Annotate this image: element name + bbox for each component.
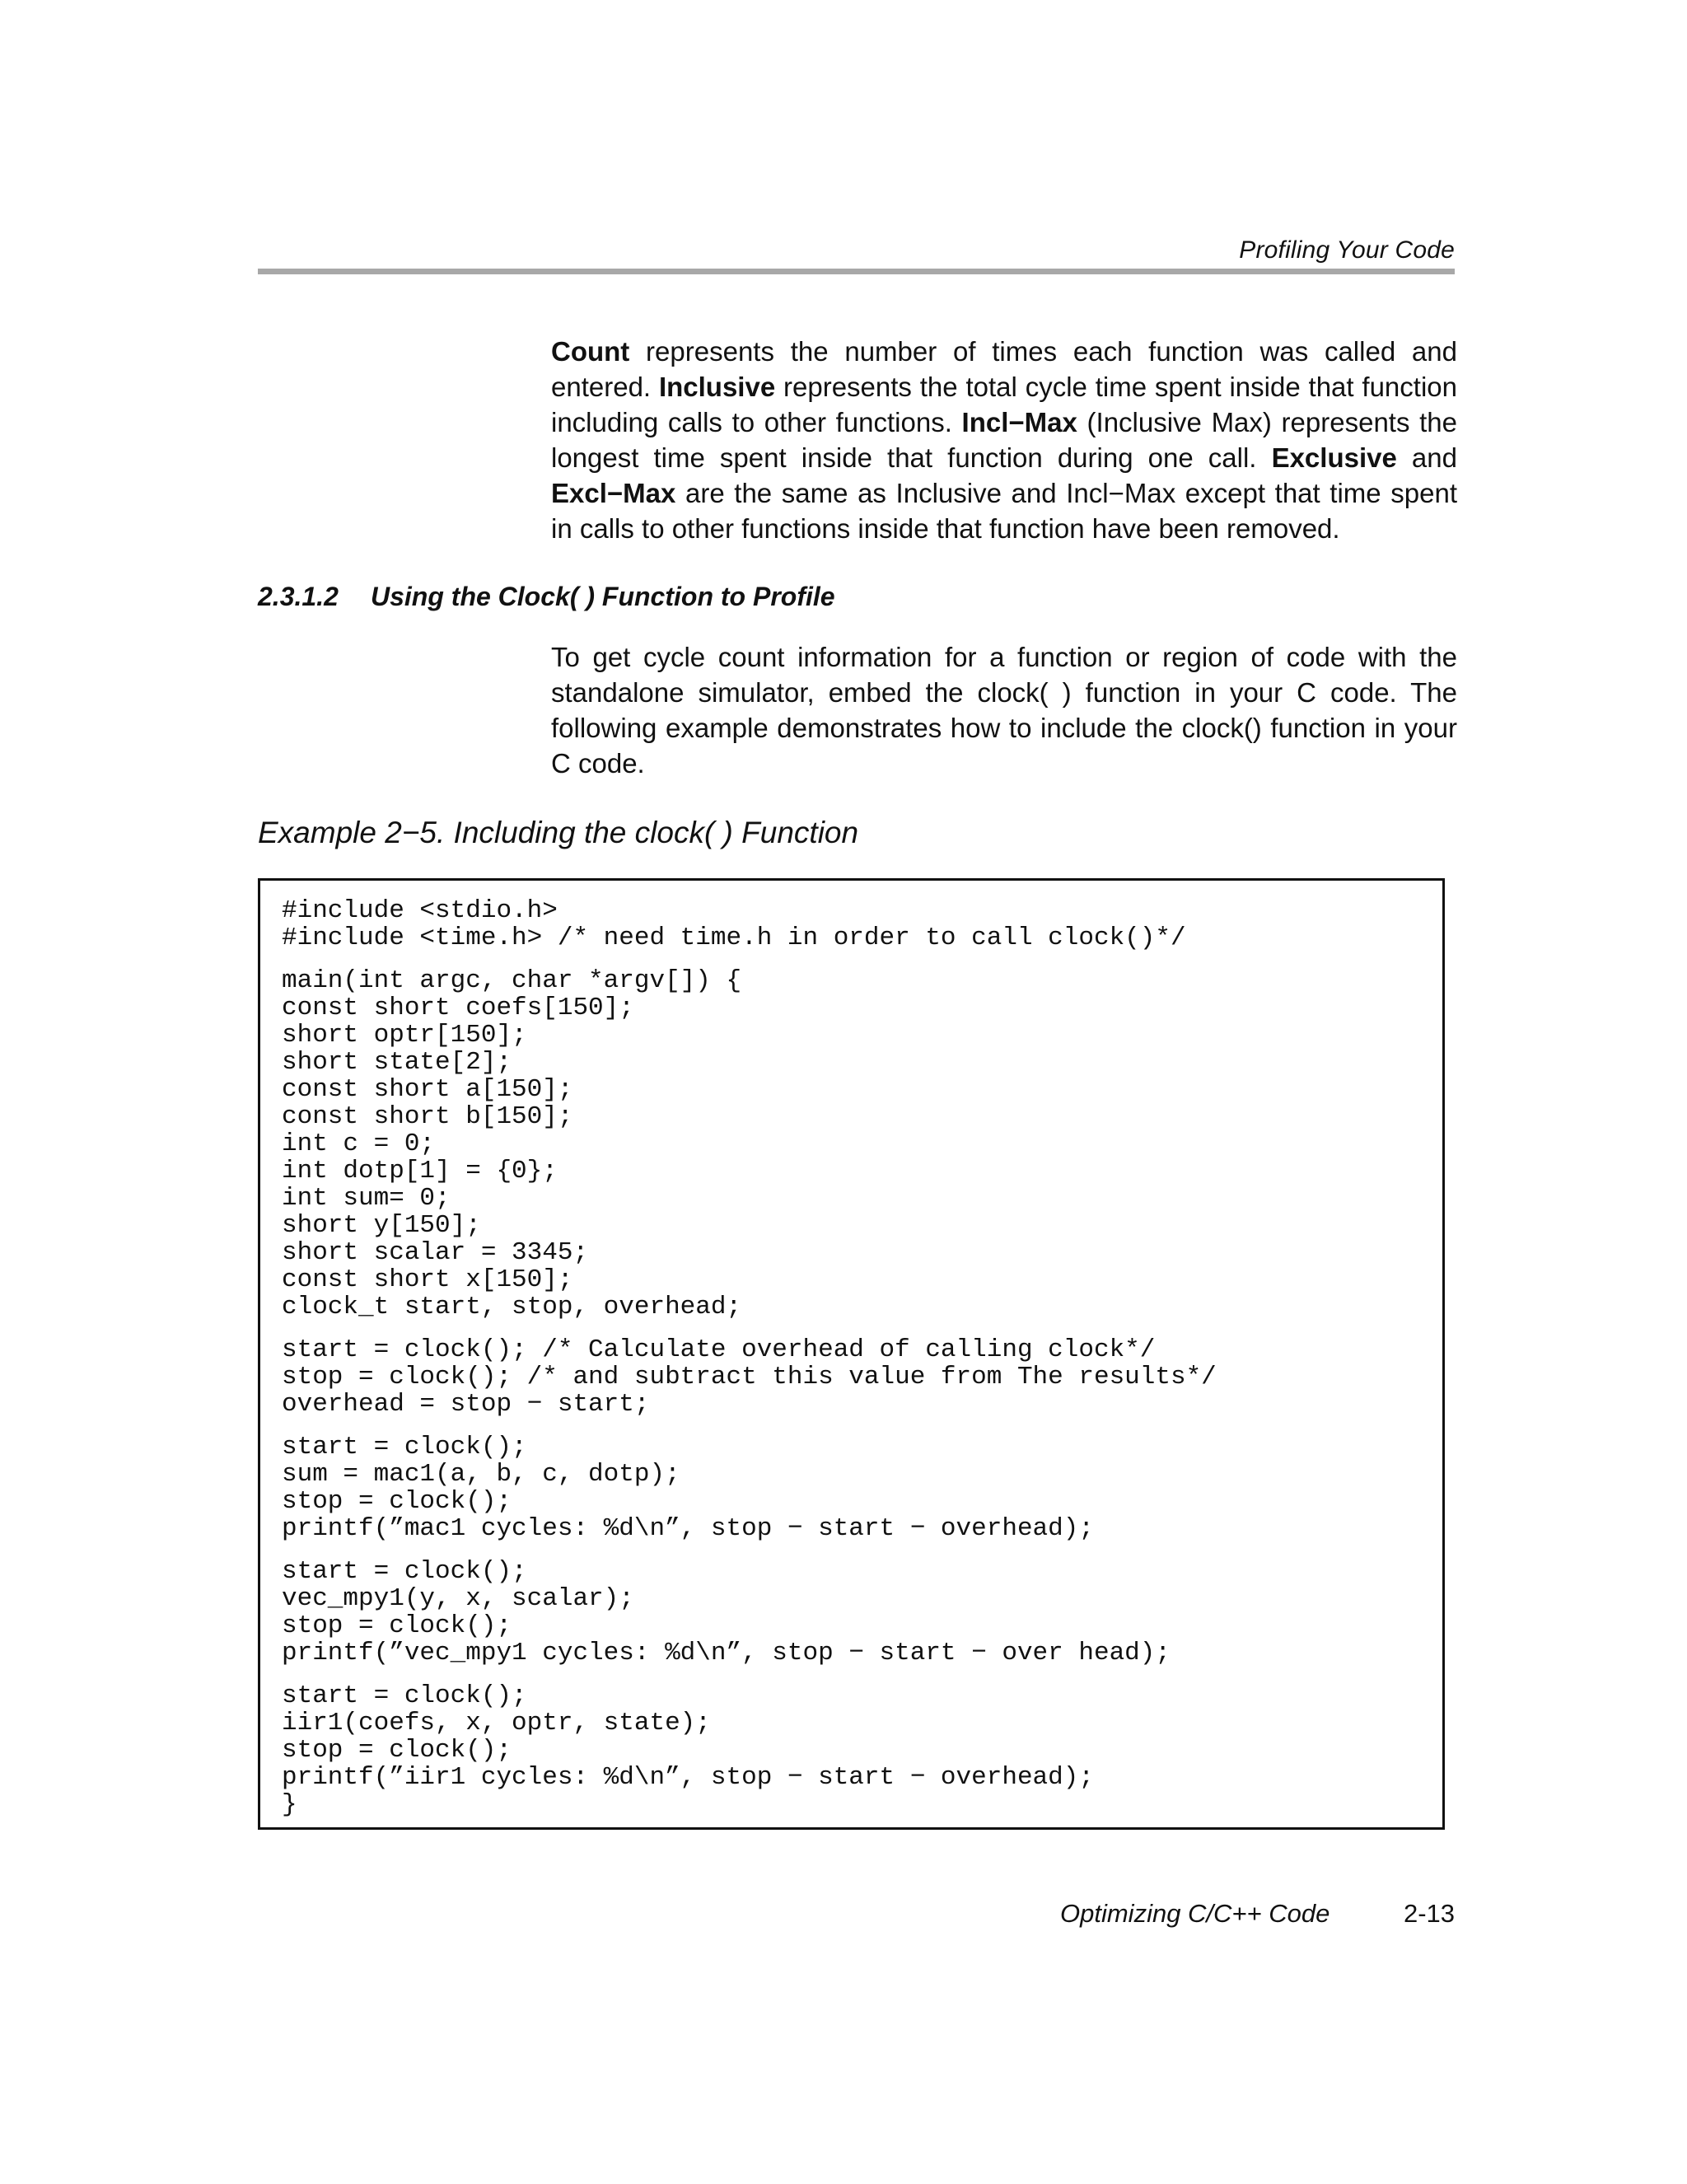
code-line: start = clock();: [282, 1557, 527, 1586]
code-block: [282, 1433, 1423, 1542]
code-line: int dotp[1] = {0};: [282, 1157, 558, 1186]
code-line: #include <time.h> /* need time.h in order to call clock()*/: [282, 924, 1186, 952]
code-line: main(int argc, char *argv[]) {: [282, 966, 742, 995]
code-line: const short a[150];: [282, 1075, 573, 1104]
code-line: short y[150];: [282, 1211, 481, 1240]
code-block: [282, 897, 1423, 952]
code-block: [282, 1336, 1423, 1418]
code-line: start = clock();: [282, 1433, 527, 1461]
term-inclusive: Inclusive: [658, 372, 776, 402]
code-line: short optr[150];: [282, 1021, 527, 1050]
term-count: Count: [551, 336, 630, 367]
term-exclusive: Exclusive: [1271, 442, 1397, 473]
code-line: const short x[150];: [282, 1265, 573, 1294]
code-line: sum = mac1(a, b, c, dotp);: [282, 1460, 680, 1489]
term-incl-max: Incl−Max: [961, 407, 1077, 437]
text-run: and: [1396, 442, 1457, 473]
code-line: clock_t start, stop, overhead;: [282, 1293, 742, 1321]
code-line: iir1(coefs, x, optr, state);: [282, 1709, 711, 1737]
clock-intro-paragraph: To get cycle count information for a function or region of code with the standalone simulator, embed the clock( ) function in your C code. The following example demonstrates how to include the clock() function in your C code.: [551, 642, 1457, 779]
example-caption: Example 2−5. Including the clock( ) Function: [258, 816, 859, 849]
code-block: [282, 1682, 1423, 1818]
text-run: (Inclusive Max) represents the longest time spent inside that function during one call.: [551, 407, 1457, 473]
code-line: #include <stdio.h>: [282, 896, 558, 925]
code-line: int sum= 0;: [282, 1184, 451, 1213]
section-number: 2.3.1.2: [258, 582, 339, 611]
code-line: const short coefs[150];: [282, 994, 634, 1022]
code-line: start = clock(); /* Calculate overhead of calling clock*/: [282, 1335, 1156, 1364]
code-line: printf(”mac1 cycles: %d\n”, stop − start − overhead);: [282, 1514, 1094, 1543]
code-line: printf(”iir1 cycles: %d\n”, stop − start − overhead);: [282, 1763, 1094, 1792]
section-title: Using the Clock( ) Function to Profile: [371, 582, 835, 611]
code-line: stop = clock();: [282, 1736, 512, 1765]
code-line: const short b[150];: [282, 1102, 573, 1131]
code-line: stop = clock(); /* and subtract this value from The results*/: [282, 1363, 1217, 1391]
term-excl-max: Excl−Max: [551, 478, 676, 508]
code-line: overhead = stop − start;: [282, 1390, 650, 1419]
footer-title: Optimizing C/C++ Code: [1060, 1899, 1330, 1928]
code-line: int c = 0;: [282, 1129, 436, 1158]
code-line: short scalar = 3345;: [282, 1238, 589, 1267]
code-block: [282, 967, 1423, 1321]
section-heading: [258, 582, 835, 612]
code-line: short state[2];: [282, 1048, 512, 1077]
code-line: stop = clock();: [282, 1611, 512, 1640]
running-header: Profiling Your Code: [1239, 236, 1455, 264]
code-line: start = clock();: [282, 1681, 527, 1710]
header-rule: [258, 269, 1455, 274]
code-line: stop = clock();: [282, 1487, 512, 1516]
page-number: 2-13: [1403, 1899, 1455, 1928]
code-line: printf(”vec_mpy1 cycles: %d\n”, stop − start − over head);: [282, 1639, 1171, 1667]
text-run: represents the number of times each function was called and entered.: [551, 336, 1457, 402]
code-line: vec_mpy1(y, x, scalar);: [282, 1584, 634, 1613]
code-line: }: [282, 1790, 297, 1819]
profile-description-paragraph: [551, 334, 1457, 546]
text-run: represents the total cycle time spent inside that function including calls to other functions.: [551, 372, 1457, 437]
code-listing-box: [258, 878, 1445, 1830]
text-run: are the same as Inclusive and Incl−Max except that time spent in calls to other functions inside that function have been removed.: [551, 478, 1457, 544]
code-block: [282, 1558, 1423, 1667]
